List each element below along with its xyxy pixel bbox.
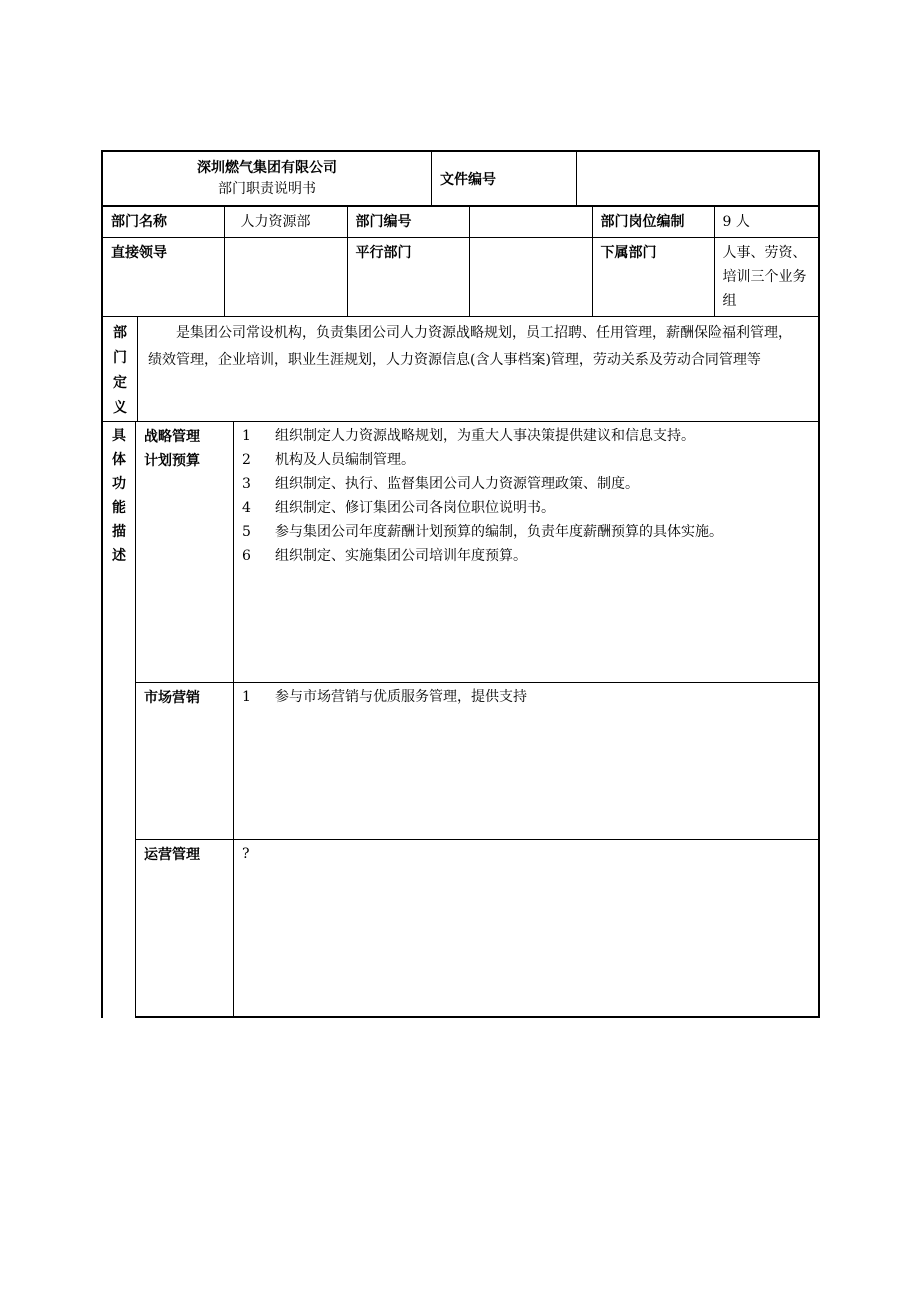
document-title: 部门职责说明书 [218, 180, 316, 197]
job-description-document [101, 150, 820, 1018]
direct-leader-label: 直接领导 [102, 238, 224, 317]
item-number: 3 [242, 476, 251, 492]
info-row-1 [102, 207, 819, 238]
list-item [242, 472, 810, 496]
section-items [234, 422, 818, 682]
section-label: 运营管理 [136, 840, 234, 1016]
dept-number-value [469, 207, 592, 238]
item-number: 1 [242, 689, 251, 705]
function-section [136, 840, 818, 1016]
item-text: 组织制定、实施集团公司培训年度预算。 [275, 548, 527, 564]
file-number-value [577, 152, 818, 205]
sub-dept-label: 下属部门 [592, 238, 714, 317]
item-text: 组织制定、修订集团公司各岗位职位说明书。 [275, 500, 555, 516]
headcount-value: 9 人 [714, 207, 819, 238]
section-items [234, 840, 818, 1016]
item-number: 1 [242, 428, 251, 444]
function-section [136, 683, 818, 840]
item-number: 4 [242, 500, 251, 516]
definition-label: 部门定义 [103, 317, 138, 421]
item-number: 5 [242, 524, 251, 540]
dept-name-value: 人力资源部 [224, 207, 347, 238]
section-items [234, 683, 818, 839]
company-name: 深圳燃气集团有限公司 [197, 159, 337, 176]
sub-dept-value: 人事、劳资、培训三个业务组 [714, 238, 819, 317]
definition-text: 是集团公司常设机构，负责集团公司人力资源战略规划，员工招聘、任用管理，薪酬保险福利管理，绩效管理，企业培训，职业生涯规划，人力资源信息(含人事档案)管理，劳动关系及劳动合同管理等 [148, 325, 792, 368]
parallel-dept-value [469, 238, 592, 317]
document-header [101, 150, 820, 206]
function-label: 具体功能描述 [101, 422, 136, 1018]
list-item [242, 448, 810, 472]
headcount-label: 部门岗位编制 [592, 207, 714, 238]
list-item [242, 496, 810, 520]
parallel-dept-label: 平行部门 [347, 238, 469, 317]
list-item [242, 685, 810, 709]
section-label: 战略管理计划预算 [136, 422, 234, 682]
info-row-2 [102, 238, 819, 317]
item-text: 机构及人员编制管理。 [275, 452, 415, 468]
section-label: 市场营销 [136, 683, 234, 839]
list-item [242, 424, 810, 448]
item-text: 参与市场营销与优质服务管理，提供支持 [275, 689, 527, 705]
direct-leader-value [224, 238, 347, 317]
dept-number-label: 部门编号 [347, 207, 469, 238]
item-number: 2 [242, 452, 251, 468]
item-text: 组织制定人力资源战略规划，为重大人事决策提供建议和信息支持。 [275, 428, 695, 444]
item-text: 组织制定、执行、监督集团公司人力资源管理政策、制度。 [275, 476, 639, 492]
department-info-table [101, 206, 820, 317]
file-number-label: 文件编号 [432, 152, 577, 205]
dept-name-label: 部门名称 [102, 207, 224, 238]
item-number: ? [242, 846, 250, 862]
item-text: 参与集团公司年度薪酬计划预算的编制，负责年度薪酬预算的具体实施。 [275, 524, 723, 540]
list-item [242, 544, 810, 568]
function-sections [136, 422, 818, 1018]
department-definition [101, 317, 820, 422]
list-item [242, 842, 810, 866]
header-title-cell [103, 152, 432, 205]
function-description [101, 422, 820, 1018]
list-item [242, 520, 810, 544]
item-number: 6 [242, 548, 251, 564]
function-section [136, 422, 818, 683]
